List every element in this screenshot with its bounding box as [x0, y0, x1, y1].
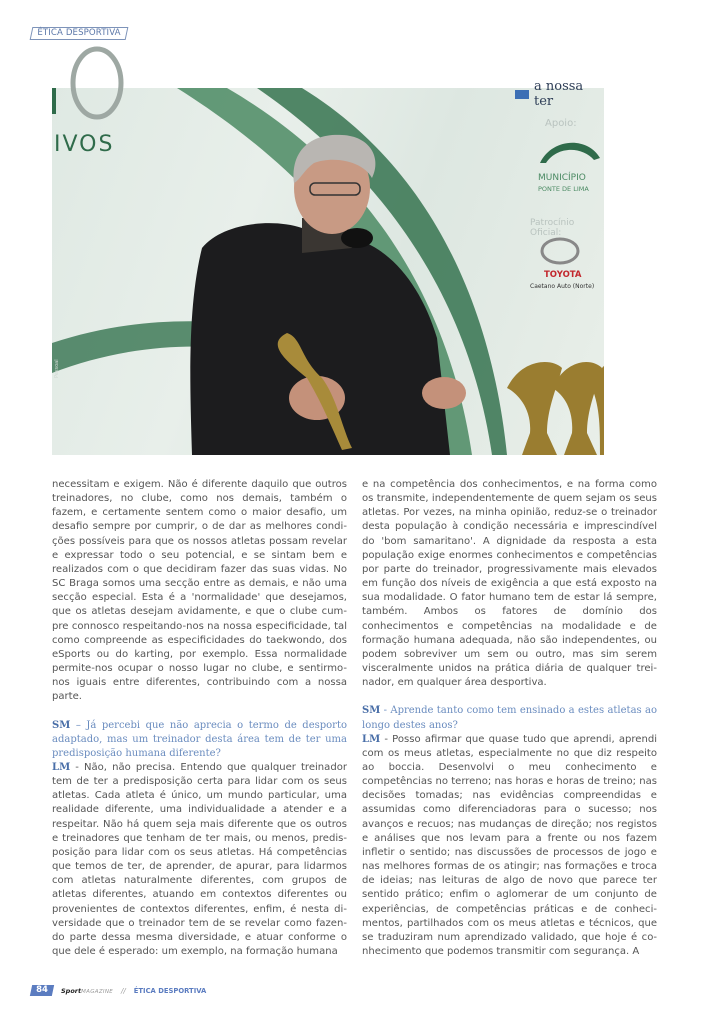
magazine-logo-light: MAGAZINE	[81, 988, 114, 995]
toyota-dealer: Caetano Auto (Norte)	[530, 283, 595, 290]
page-footer	[31, 985, 206, 996]
article-column-left	[52, 478, 347, 959]
question-speaker: SM	[52, 719, 71, 731]
section-tag	[30, 27, 129, 40]
question	[362, 704, 657, 732]
municipio-logo-icon	[540, 143, 600, 163]
municipio-line1: MUNICÍPIO	[538, 173, 586, 183]
photo-illustration	[52, 88, 604, 455]
answer-speaker: LM	[362, 733, 381, 745]
backdrop-text: IVOS	[54, 132, 115, 157]
backdrop-letter-stroke	[52, 88, 56, 114]
magazine-logo-bold: Sport	[61, 986, 82, 995]
person-right-hand	[422, 377, 466, 409]
photo-credit: Pessoal	[54, 359, 60, 378]
section-tag-label: ÉTICA DESPORTIVA	[37, 28, 121, 38]
municipio-line2: PONTE DE LIMA	[538, 185, 589, 193]
answer	[52, 761, 347, 959]
article-column-right	[362, 478, 657, 959]
backdrop-letter-o	[73, 49, 121, 117]
trophy-row	[507, 362, 604, 455]
answer-speaker: LM	[52, 761, 71, 773]
answer-text: - Posso afirmar que quase tudo que aprendi, aprendi com os meus atletas, especialmente no que diz respeito ao boccia. Desenvolvi o meu conhecimento e competências no terreno; nas horas e horas de treino; nas decisões tomadas; nas evidências compreendidas e assumidas como diferenciadoras para o sucesso; nos avanços e recuos; nas mudanças de direção; nos registos e análises que nos levam para a frente ou nos fazem infletir o sentido; nas discussões de processos de jogo e nas melhores formas de os atingir; nas formações e troca de ideias; nas leituras de algo de novo que parece ter sentido prático; enfim o aglomerar de um conjunto de experiências, de competências práticas e de conhecimentos, partilhados com os meus atletas e técnicos, que se traduziram num aprendizado validado, que hoje é conhecimento que podemos transmitir com segurança. A	[362, 733, 657, 957]
sponsor-top-text: a nossa ter	[534, 79, 584, 109]
sponsor-logo-box	[515, 90, 529, 99]
answer	[362, 733, 657, 960]
page-number-badge	[30, 985, 54, 996]
answer-text: - Não, não precisa. Entendo que qualquer treinador tem de ter a predisposição certa para lidar com os seus atletas. Cada atleta é único, um mundo particular, uma realidade diferente, uma individualidade a atender e a respeitar. Não há quem seja mais diferente que os outros e treinadores que tenham de ter mais, ou menos, predisposição para lidar com os seus atletas. Há competências que temos de ter, de aprender, de apurar, para lidarmos com atletas naturalmente diferentes, com grupos de atletas diferentes, atuando em contextos diferentes ou provenientes de contextos diferentes, enfim, é nesta diversidade que o treinador tem de se revelar como fazendo parte dessa mesma diversidade, e atuar conforme o que dele é esperado: um exemplo, na formação humana	[52, 761, 347, 957]
question-text: – Já percebi que não aprecia o termo de desporto adaptado, mas um treinador desta área tem de ter uma predisposição humana diferente?	[52, 719, 347, 759]
question-speaker: SM	[362, 705, 381, 717]
patrocinio-label: Patrocínio Oficial:	[530, 218, 575, 238]
paragraph: e na competência dos conhecimentos, e na forma como os transmite, independentemente de quem sejam os seus atletas. Por vezes, na minha opinião, reduz-se o treinador desta população à condição necessária e imprescindível do 'bom samaritano'. A dignidade da resposta a esta população exige enormes conhecimentos e competências por parte do treinador, progressivamente mais elevados em função dos níveis de exigência a que está exposto na sua modalidade. O fator humano tem de estar lá sempre, também. Ambos os fatores de domínio dos conhecimentos e competências na modalidade e de formação humana adequada, não são independentes, ou podem sobreviver um sem ou outro, mas sim serem visceralmente unidos na prática diária de qualquer treinador, em qualquer área desportiva.	[362, 479, 657, 689]
toyota-logo-icon	[542, 239, 578, 263]
footer-separator: //	[121, 986, 126, 995]
footer-section: ÉTICA DESPORTIVA	[133, 986, 207, 995]
magazine-logo	[61, 987, 113, 995]
trophy-1	[507, 362, 562, 455]
question	[52, 719, 347, 761]
page-number: 84	[36, 985, 48, 995]
person-jacket	[190, 223, 450, 455]
article-photo	[52, 79, 604, 455]
toyota-label: TOYOTA	[544, 270, 582, 280]
microphone	[341, 228, 373, 248]
question-text: - Aprende tanto como tem ensinado a estes atletas ao longo destes anos?	[362, 705, 657, 731]
apoio-label: Apoio:	[545, 118, 577, 129]
paragraph: necessitam e exigem. Não é diferente daquilo que outros treinadores, no clube, como nos demais, também o fazem, e certamente sentem como o maior desafio, um desafio sempre por cumprir, o de dar as melhores condições possíveis para que os nossos atletas possam revelar e expressar todo o seu potencial, e se sintam bem e realizados com o que decidiram fazer das suas vidas. No SC Braga somos uma secção entre as demais, e não uma secção especial. Esta é a 'normalidade' que desejamos, que os atletas desejam avidamente, e que o clube cumpre connosco respeitando-nos na nossa especificidade, tal como compreende as especificidades do taekwondo, dos eSports ou do karting, por exemplo. Essa normalidade permite-nos ocupar o nosso lugar no clube, e sentirmo-nos iguais entre diferentes, contribuindo com a nossa parte.	[52, 479, 347, 703]
